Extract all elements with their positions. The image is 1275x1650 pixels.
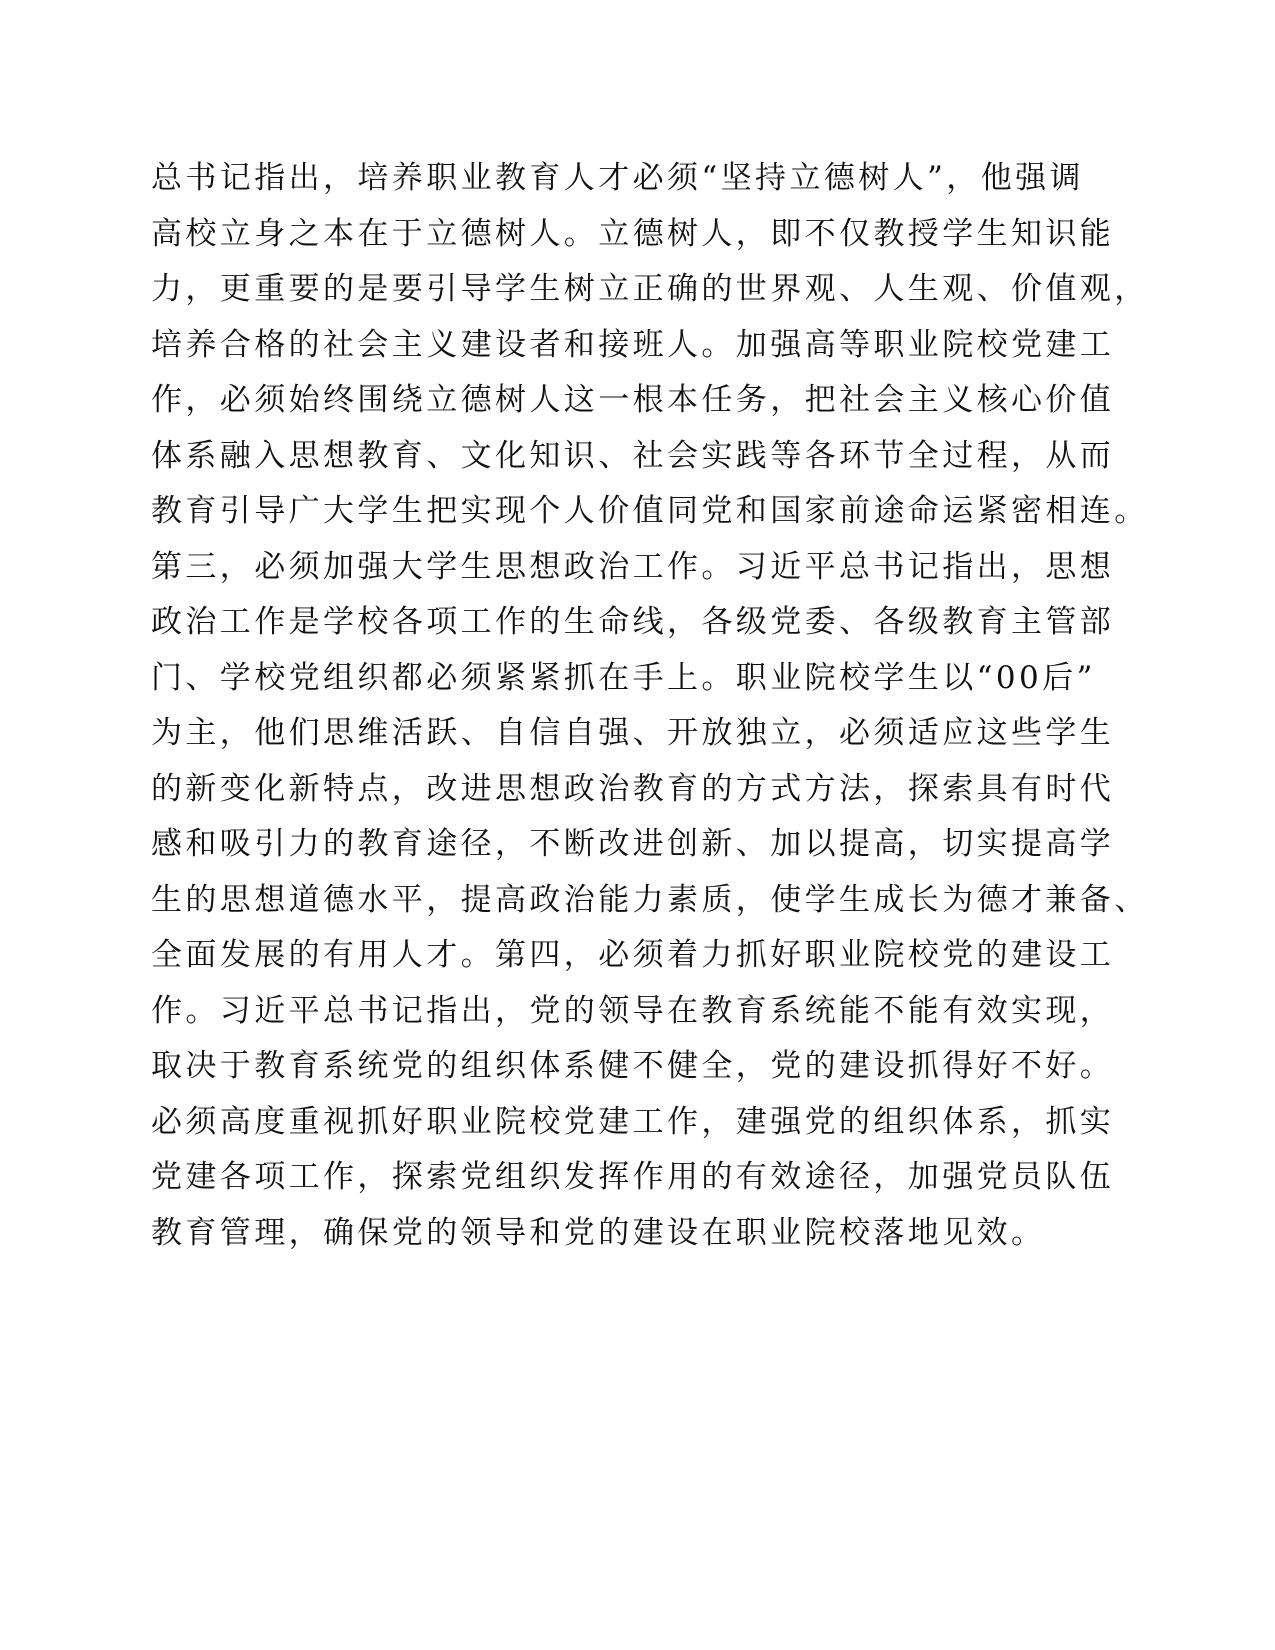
text-line: 感和吸引力的教育途径，不断改进创新、加以提高，切实提高学	[151, 826, 1115, 862]
text-line: 体系融入思想教育、文化知识、社会实践等各环节全过程，从而	[151, 437, 1115, 474]
text-line: 教育管理，确保党的领导和党的建设在职业院校落地见效。	[151, 1214, 1046, 1251]
text-line: 党建各项工作，探索党组织发挥作用的有效途径，加强党员队伍	[151, 1159, 1115, 1195]
text-line: 取决于教育系统党的组织体系健不健全，党的建设抓得好不好。	[151, 1048, 1115, 1084]
text-line: 培养合格的社会主义建设者和接班人。加强高等职业院校党建工	[151, 326, 1115, 363]
text-line: 为主，他们思维活跃、自信自强、开放独立，必须适应这些学生	[151, 715, 1115, 751]
text-line: 全面发展的有用人才。第四，必须着力抓好职业院校党的建设工	[151, 937, 1115, 973]
body-paragraph	[151, 151, 1149, 1261]
text-line: 作，必须始终围绕立德树人这一根本任务，把社会主义核心价值	[151, 382, 1115, 418]
text-line: 第三，必须加强大学生思想政治工作。习近平总书记指出，思想	[151, 548, 1115, 585]
text-line: 的新变化新特点，改进思想政治教育的方式方法，探索具有时代	[151, 770, 1115, 807]
text-line: 总书记指出，培养职业教育人才必须“坚持立德树人”，他强调	[151, 160, 1084, 196]
text-line: 政治工作是学校各项工作的生命线，各级党委、各级教育主管部	[151, 604, 1115, 640]
text-line: 教育引导广大学生把实现个人价值同党和国家前途命运紧密相连。	[151, 493, 1149, 529]
text-line: 门、学校党组织都必须紧紧抓在手上。职业院校学生以“00后”	[151, 659, 1096, 696]
text-line: 力，更重要的是要引导学生树立正确的世界观、人生观、价值观，	[151, 271, 1149, 307]
text-line: 高校立身之本在于立德树人。立德树人，即不仅教授学生知识能	[151, 215, 1115, 252]
text-line: 生的思想道德水平，提高政治能力素质，使学生成长为德才兼备、	[151, 881, 1149, 918]
text-line: 作。习近平总书记指出，党的领导在教育系统能不能有效实现，	[151, 992, 1115, 1029]
text-line: 必须高度重视抓好职业院校党建工作，建强党的组织体系，抓实	[151, 1103, 1115, 1140]
